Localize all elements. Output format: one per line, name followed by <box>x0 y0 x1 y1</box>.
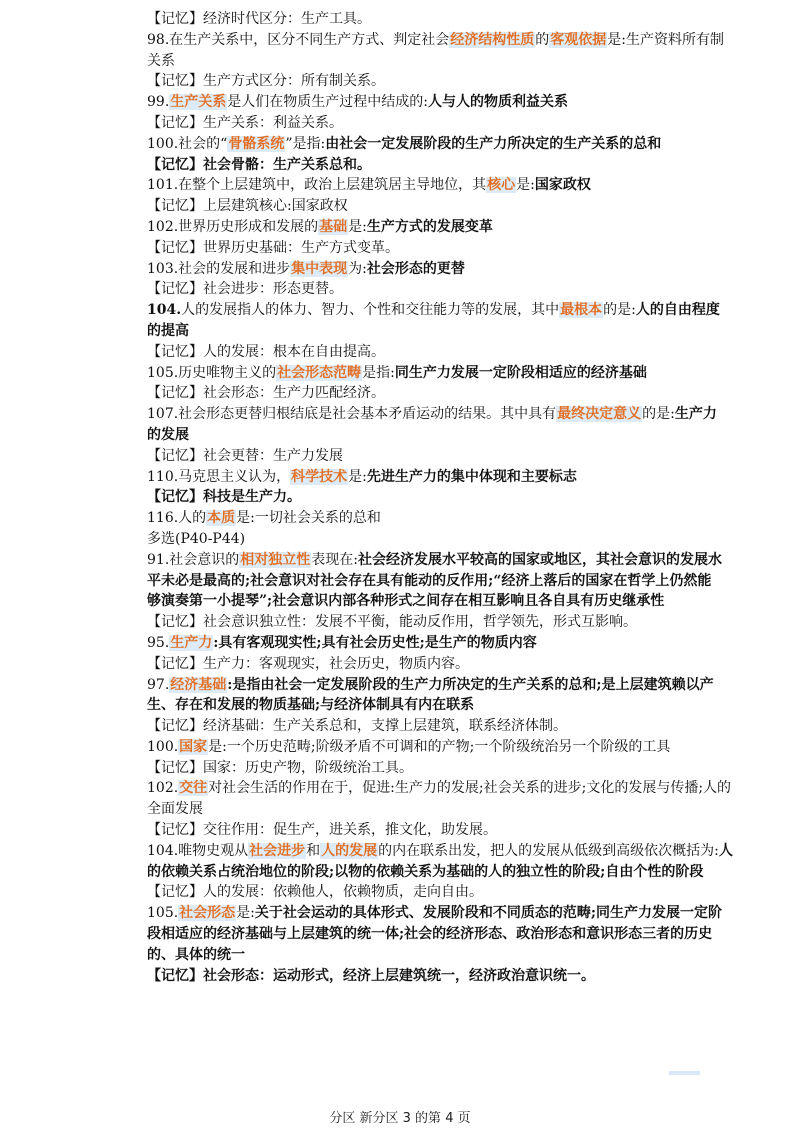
text-line <box>147 778 767 799</box>
highlighted-term: 经济结构性质 <box>450 31 535 48</box>
bold-text: 人 <box>718 842 733 859</box>
bold-text: 关于社会运动的具体形式、发展阶段和不同质态的范畴;同生产力发展一定阶 <box>254 905 723 922</box>
text-segment: 【记忆】国家：历史产物，阶级统治工具。 <box>147 759 413 776</box>
bold-text: 人与人的物质利益关系 <box>427 94 568 111</box>
text-line <box>147 363 767 384</box>
text-line <box>147 799 767 820</box>
text-segment: 【记忆】生产关系：利益关系。 <box>147 114 343 131</box>
highlighted-term: 社会形态 <box>179 905 236 922</box>
text-line <box>147 217 767 238</box>
text-segment: 的是: <box>603 302 636 319</box>
text-line <box>147 404 767 425</box>
text-line <box>147 113 767 134</box>
text-line <box>147 300 767 321</box>
text-segment: 的是: <box>642 406 675 423</box>
highlighted-term: 最根本 <box>560 302 603 319</box>
text-line <box>147 695 767 716</box>
highlight-mark <box>669 1071 700 1075</box>
text-line <box>147 737 767 758</box>
text-line <box>147 550 767 571</box>
text-segment: 97. <box>147 676 170 693</box>
bold-text: 段相适应的经济基础与上层建筑的统一体;社会的经济形态、政治形态和意识形态三者的历史 <box>147 926 713 943</box>
text-segment: 是: <box>516 177 535 194</box>
text-segment: 【记忆】交往作用：促生产，进关系，推文化，助发展。 <box>147 822 497 839</box>
highlighted-term: 人的发展 <box>321 842 378 859</box>
bold-text: :是指由社会一定发展阶段的生产力所决定的生产关系的总和;是上层建筑赖以产 <box>227 676 714 693</box>
text-segment: 【记忆】社会意识独立性：发展不平衡，能动反作用，哲学领先，形式互影响。 <box>147 614 637 631</box>
text-line <box>147 591 767 612</box>
highlighted-term: 社会进步 <box>249 842 306 859</box>
text-line <box>147 903 767 924</box>
text-segment: 【记忆】经济时代区分：生产工具。 <box>147 11 371 27</box>
bold-text: 生产力 <box>674 406 717 423</box>
text-line <box>147 92 767 113</box>
text-line <box>147 487 767 508</box>
highlighted-term: 经济基础 <box>170 676 227 693</box>
text-segment: 是: <box>236 905 255 922</box>
text-segment: ”是指: <box>285 135 326 152</box>
bold-text: 生、存在和发展的物质基础;与经济体制具有内在联系 <box>147 697 475 714</box>
text-segment: 101.在整个上层建筑中，政治上层建筑居主导地位，其 <box>147 177 487 194</box>
text-segment: 是人们在物质生产过程中结成的: <box>227 94 428 111</box>
bold-text: 【记忆】社会骨骼：生产关系总和。 <box>147 156 371 173</box>
text-line <box>147 30 767 51</box>
bold-text: 人的自由程度 <box>635 302 720 319</box>
highlighted-term: 相对独立性 <box>240 551 311 568</box>
text-segment: 的 <box>535 31 550 48</box>
text-segment: 是:一个历史范畴;阶级矛盾不可调和的产物;一个阶级统治另一个阶级的工具 <box>208 738 671 755</box>
text-segment: 关系 <box>147 52 175 69</box>
text-line <box>147 675 767 696</box>
text-segment: 是:生产资料所有制 <box>607 31 724 48</box>
text-segment: 【记忆】经济基础：生产关系总和，支撑上层建筑，联系经济体制。 <box>147 718 567 735</box>
text-segment: 102. <box>147 780 179 797</box>
highlighted-term: 客观依据 <box>550 31 607 48</box>
text-segment: 人的发展指人的体力、智力、个性和交往能力等的发展，其中 <box>181 302 560 319</box>
text-line <box>147 716 767 737</box>
text-segment: 【记忆】世界历史基础：生产方式变革。 <box>147 239 399 256</box>
text-line <box>147 862 767 883</box>
bold-text: 的依赖关系占统治地位的阶段;以物的依赖关系为基础的人的独立性的阶段;自由个性的阶段 <box>147 863 704 880</box>
text-line <box>147 820 767 841</box>
text-segment: 【记忆】生产力：客观现实，社会历史，物质内容。 <box>147 655 469 672</box>
text-segment: 105.历史唯物主义的 <box>147 364 277 381</box>
bold-text: 生产方式的发展变革 <box>366 218 493 235</box>
highlighted-term: 生产关系 <box>170 94 227 111</box>
highlighted-term: 本质 <box>207 510 236 527</box>
highlighted-term: 国家 <box>179 738 208 755</box>
text-segment: 是: <box>348 218 367 235</box>
text-line <box>147 758 767 779</box>
bold-text: 社会形态的更替 <box>366 260 465 277</box>
text-line <box>147 51 767 72</box>
notes-content <box>147 9 767 986</box>
text-segment: 是:一切社会关系的总和 <box>236 510 381 527</box>
text-segment: 【记忆】社会进步：形态更替。 <box>147 281 343 298</box>
highlighted-term: 基础 <box>319 218 348 235</box>
text-segment: 是: <box>348 468 367 485</box>
text-segment: 全面发展 <box>147 801 203 818</box>
text-line <box>147 467 767 488</box>
highlighted-term: 社会形态范畴 <box>277 364 362 381</box>
bold-text: 104. <box>147 302 182 319</box>
bold-text: 的发展 <box>147 426 189 443</box>
bold-text: 的、具体的统一 <box>147 946 245 963</box>
text-segment: 和 <box>306 842 321 859</box>
highlighted-term: 科学技术 <box>291 468 348 485</box>
text-segment: 105. <box>147 905 179 922</box>
bold-text: 先进生产力的集中体现和主要标志 <box>366 468 577 485</box>
highlighted-term: 交往 <box>179 780 208 797</box>
text-segment: 表现在: <box>311 551 358 568</box>
highlighted-term: 骨骼系统 <box>228 135 285 152</box>
bold-text: 【记忆】社会形态：运动形式，经济上层建筑统一，经济政治意识统一。 <box>147 967 595 984</box>
text-segment: 【记忆】人的发展：根本在自由提高。 <box>147 343 385 360</box>
bold-text: 由社会一定发展阶段的生产力所决定的生产关系的总和 <box>325 135 662 152</box>
text-line <box>147 321 767 342</box>
text-segment: 是指: <box>362 364 395 381</box>
text-line <box>147 945 767 966</box>
text-segment: 【记忆】生产方式区分：所有制关系。 <box>147 73 385 90</box>
bold-text: 够演奏第一小提琴”;社会意识内部各种形式之间存在相互影响且各自具有历史继承性 <box>147 593 665 610</box>
bold-text: 【记忆】科技是生产力。 <box>147 489 301 506</box>
bold-text: 的提高 <box>147 322 189 339</box>
text-line <box>147 446 767 467</box>
text-line <box>147 612 767 633</box>
text-line <box>147 134 767 155</box>
text-line <box>147 342 767 363</box>
text-segment: 100. <box>147 738 179 755</box>
text-line <box>147 882 767 903</box>
text-segment: 98.在生产关系中，区分不同生产方式、判定社会 <box>147 31 450 48</box>
text-line <box>147 425 767 446</box>
bold-text: 社会经济发展水平较高的国家或地区，其社会意识的发展水 <box>357 551 722 568</box>
highlighted-term: 核心 <box>487 177 516 194</box>
text-line <box>147 383 767 404</box>
text-segment: 110.马克思主义认为， <box>147 468 291 485</box>
text-line <box>147 196 767 217</box>
text-line <box>147 529 767 550</box>
text-line <box>147 966 767 987</box>
highlighted-term: 最终决定意义 <box>557 406 642 423</box>
page-footer: 分区 新分区 3 的第 4 页 <box>329 1111 471 1126</box>
text-line <box>147 238 767 259</box>
text-segment: 对社会生活的作用在于，促进:生产力的发展;社会关系的进步;文化的发展与传播;人的 <box>208 780 732 797</box>
highlighted-term: 集中表现 <box>291 260 348 277</box>
text-segment: 100.社会的“ <box>147 135 228 152</box>
text-line <box>147 71 767 92</box>
text-segment: 的内在联系出发，把人的发展从低级到高级依次概括为: <box>378 842 719 859</box>
text-segment: 【记忆】上层建筑核心:国家政权 <box>147 198 348 215</box>
text-segment: 91.社会意识的 <box>147 551 240 568</box>
text-line <box>147 155 767 176</box>
text-segment: 103.社会的发展和进步 <box>147 260 291 277</box>
text-line <box>147 508 767 529</box>
text-segment: 【记忆】社会更替：生产力发展 <box>147 447 343 464</box>
bold-text: 平未必是最高的;社会意识对社会存在具有能动的反作用;“经济上落后的国家在哲学上仍然能 <box>147 572 712 589</box>
text-line <box>147 571 767 592</box>
text-line <box>147 654 767 675</box>
text-segment: 107.社会形态更替归根结底是社会基本矛盾运动的结果。其中具有 <box>147 406 557 423</box>
bold-text: 国家政权 <box>534 177 591 194</box>
text-line <box>147 924 767 945</box>
text-segment: 为: <box>348 260 367 277</box>
highlighted-term: 生产力 <box>170 634 213 651</box>
text-line <box>147 633 767 654</box>
text-line <box>147 841 767 862</box>
text-segment: 99. <box>147 94 170 111</box>
text-line <box>147 279 767 300</box>
text-segment: 95. <box>147 634 170 651</box>
text-segment: 102.世界历史形成和发展的 <box>147 218 319 235</box>
text-line <box>147 9 767 30</box>
text-line <box>147 259 767 280</box>
text-segment: 【记忆】人的发展：依赖他人，依赖物质，走向自由。 <box>147 884 483 901</box>
text-segment: 116.人的 <box>147 510 207 527</box>
text-segment: 多选(P40-P44) <box>147 530 246 547</box>
text-segment: 【记忆】社会形态：生产力匹配经济。 <box>147 385 385 402</box>
text-line <box>147 175 767 196</box>
bold-text: :具有客观现实性;具有社会历史性;是生产的物质内容 <box>213 634 537 651</box>
bold-text: 同生产力发展一定阶段相适应的经济基础 <box>394 364 647 381</box>
text-segment: 104.唯物史观从 <box>147 842 249 859</box>
